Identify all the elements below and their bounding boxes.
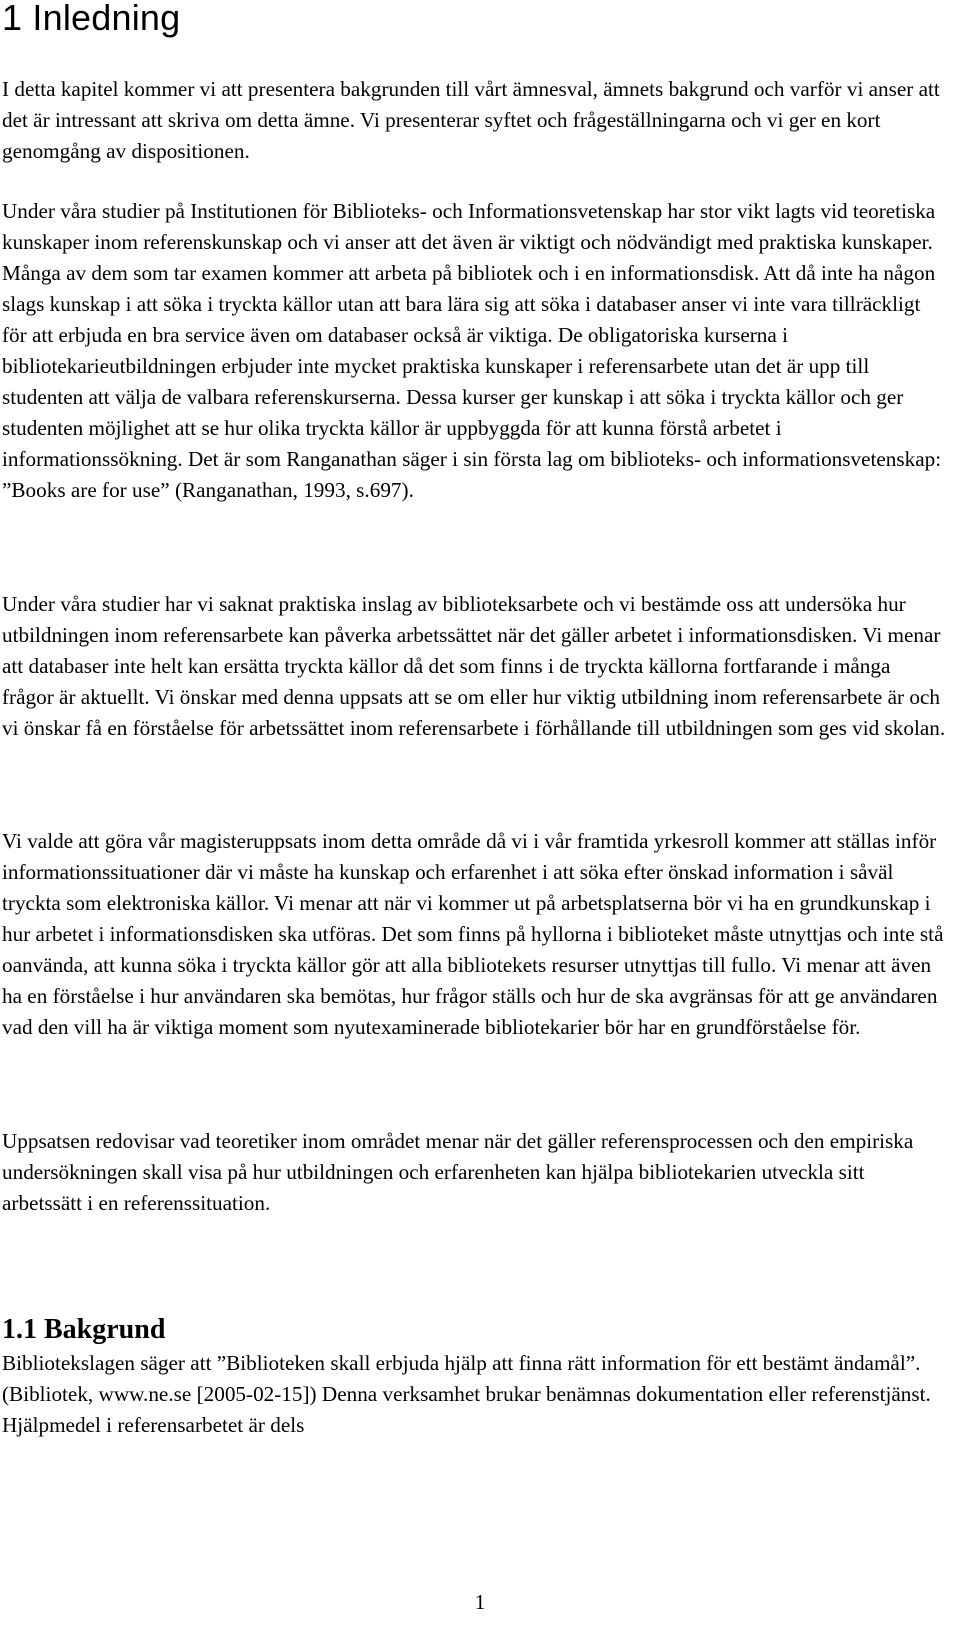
background-paragraph: Bibliotekslagen säger att ”Biblioteken skall erbjuda hjälp att finna rätt information för ett bestämt ändamål”. (Bibliotek, www.ne.se [2005-02-15]) Denna verksamhet brukar benämnas dokumentation eller referenstjänst. Hjälpmedel i referensarbetet är dels bbox=[2, 1351, 931, 1437]
outline-paragraph: Uppsatsen redovisar vad teoretiker inom området menar när det gäller referensprocessen och den empiriska undersökningen skall visa på hur utbildningen och erfarenheten kan hjälpa bibliotekarien utveckla sitt arbetssätt i en referenssituation. bbox=[2, 1129, 914, 1215]
intro-paragraph: I detta kapitel kommer vi att presentera bakgrunden till vårt ämnesval, ämnets bakgrund och varför vi anser att det är intressant att skriva om detta ämne. Vi presenterar syftet och frågeställningarna och vi ger en kort genomgång av dispositionen. bbox=[2, 77, 940, 163]
section-heading: 1.1 Bakgrund bbox=[2, 1314, 166, 1345]
studies-paragraph: Under våra studier på Institutionen för Biblioteks- och Informationsvetenskap har stor vikt lagts vid teoretiska kunskaper inom referenskunskap och vi anser att det även är viktigt och nödvändigt med praktiska kunskaper. Många av dem som tar examen kommer att arbeta på bibliotek och i en informationsdisk. Att då inte ha någon slags kunskap i att söka i tryckta källor utan att bara lära sig att söka i databaser anser vi inte vara tillräckligt för att erbjuda en bra service även om databaser också är viktiga. De obligatoriska kurserna i bibliotekarieutbildningen erbjuder inte mycket praktiska kunskaper i referensarbete utan det är upp till studenten att välja de valbara referenskurserna. Dessa kurser ger kunskap i att söka i tryckta källor och ger studenten möjlighet att se hur olika tryckta källor är uppbyggda för att kunna förstå arbetet i informationssökning. Det är som Ranganathan säger i sin första lag om biblioteks- och informationsvetenskap: ”Books are for use” (Ranganathan, 1993, s.697). bbox=[2, 199, 942, 502]
purpose-paragraph: Under våra studier har vi saknat praktiska inslag av biblioteksarbete och vi bestämde oss att undersöka hur utbildningen inom referensarbete kan påverka arbetssättet när det gäller arbetet i informationsdisken. Vi menar att databaser inte helt kan ersätta tryckta källor då det som finns i de tryckta källorna fortfarande i många frågor är aktuellt. Vi önskar med denna uppsats att se om eller hur viktig utbildning inom referensarbete är och vi önskar få en förståelse för arbetssättet inom referensarbete i förhållande till utbildningen som ges vid skolan. bbox=[2, 592, 946, 740]
chapter-heading: 1 Inledning bbox=[2, 0, 181, 38]
choice-paragraph: Vi valde att göra vår magisteruppsats inom detta område då vi i vår framtida yrkesroll kommer att ställas inför informationssituationer där vi måste ha kunskap och erfarenhet i att söka efter önskad information i såväl tryckta som elektroniska källor. Vi menar att när vi kommer ut på arbetsplatserna bör vi ha en grundkunskap i hur arbetet i informationsdisken ska utföras. Det som finns på hyllorna i biblioteket måste utnyttjas och inte stå oanvända, att kunna söka i tryckta källor gör att alla bibliotekets resurser utnyttjas till fullo. Vi menar att även ha en förståelse i hur användaren ska bemötas, hur frågor ställs och hur de ska avgränsas för att ge användaren vad den vill ha är viktiga moment som nyutexaminerade bibliotekarier bör har en grundförståelse för. bbox=[2, 829, 944, 1039]
page-number: 1 bbox=[474, 1590, 486, 1614]
